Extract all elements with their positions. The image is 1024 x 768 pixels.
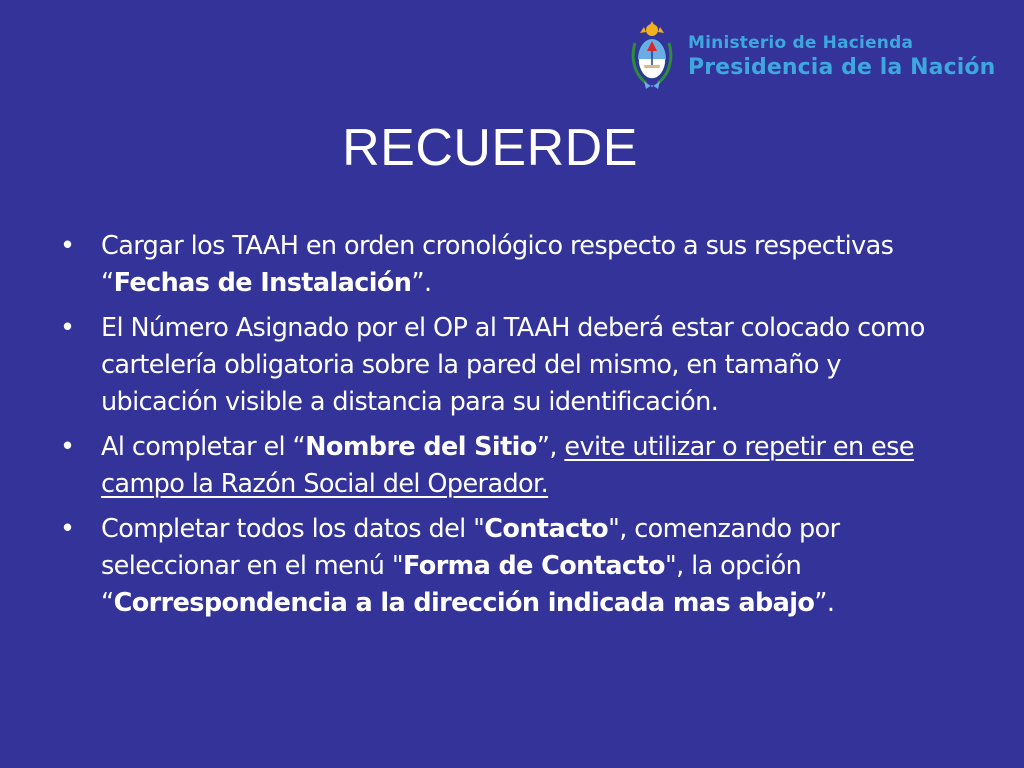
bullet-text: Cargar los TAAH en orden cronológico respecto a sus respectivas “ xyxy=(101,231,894,298)
bullet-dot: • xyxy=(60,231,75,261)
bullet-bold-text: Fechas de Instalación xyxy=(113,268,412,298)
ministry-logo xyxy=(630,20,1015,94)
bullet-text: ", comenzando por seleccionar en el menú " xyxy=(101,514,840,581)
slide-title xyxy=(0,118,980,178)
bullet-dot: • xyxy=(60,514,75,544)
bullet-text: ”. xyxy=(411,268,432,298)
bullet-text: ”, xyxy=(536,432,565,462)
slide-title-text: RECUERDE xyxy=(342,119,638,177)
bullet-text: Al completar el “ xyxy=(101,432,306,462)
argentina-coat-of-arms-icon xyxy=(630,21,674,93)
bullet-dot: • xyxy=(60,432,75,462)
bullet-text: ”. xyxy=(814,588,835,618)
presidency-name: Presidencia de la Nación xyxy=(688,55,996,80)
bullet-item xyxy=(60,429,960,503)
bullet-text: El Número Asignado por el OP al TAAH deberá estar colocado como cartelería obligatoria sobre la pared del mismo, en tamaño y ubicación visible a distancia para su identificación. xyxy=(101,313,925,417)
bullet-text: ", la opción “ xyxy=(101,551,802,618)
bullet-underlined-text: evite utilizar o repetir en ese campo la Razón Social del Operador. xyxy=(101,432,914,499)
bullet-bold-text: Correspondencia a la dirección indicada mas abajo xyxy=(113,588,815,618)
logo-text xyxy=(688,35,995,79)
bullet-list xyxy=(60,228,960,630)
bullet-bold-text: Contacto xyxy=(484,514,609,544)
bullet-bold-text: Nombre del Sitio xyxy=(305,432,537,462)
bullet-item xyxy=(60,310,960,421)
ministry-name: Ministerio de Hacienda xyxy=(688,33,914,53)
bullet-bold-text: Forma de Contacto xyxy=(402,551,665,581)
bullet-dot: • xyxy=(60,313,75,343)
bullet-text: Completar todos los datos del " xyxy=(101,514,485,544)
bullet-item xyxy=(60,228,960,302)
bullet-item xyxy=(60,511,960,622)
